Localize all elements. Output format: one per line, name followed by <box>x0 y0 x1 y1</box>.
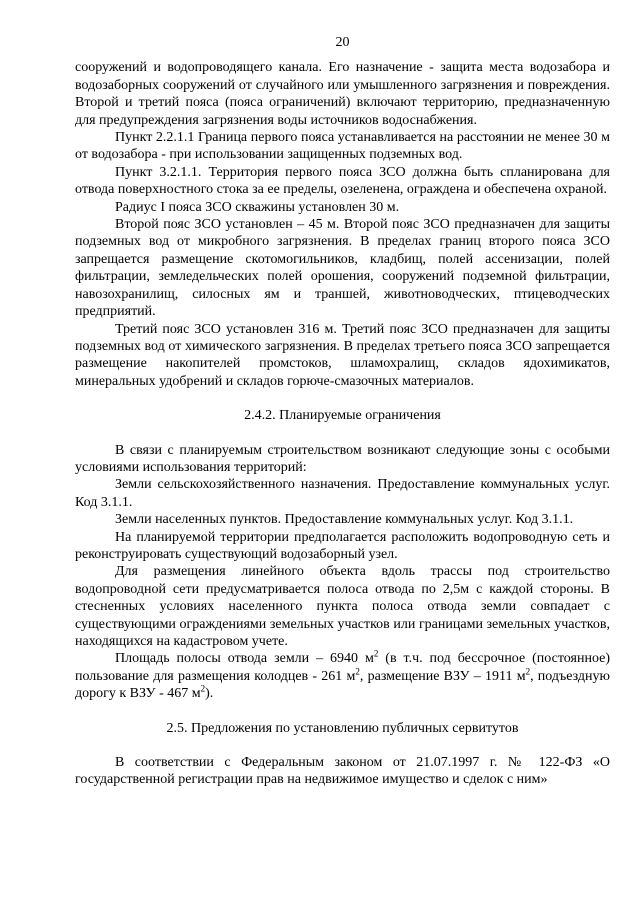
area-text-3: , размещение ВЗУ – 1911 м <box>359 668 526 684</box>
document-page <box>75 34 610 789</box>
paragraph: На планируемой территории предполагается расположить водопроводную сеть и реконструировать существующий водозаборный узел. <box>75 529 610 562</box>
page-number: 20 <box>335 35 350 50</box>
area-text-5: ). <box>205 686 214 702</box>
paragraph: Второй пояс ЗСО установлен – 45 м. Второй пояс ЗСО предназначен для защиты подземных вод от микробного загрязнения. В пределах границ второго пояса ЗСО запрещается размещение скотомогильников, кладбищ, полей ассенизации, полей фильтрации, земледельческих полей орошения, сооружений подземной фильтрации, навозохранилищ, силосных ям и траншей, животноводческих, птицеводческих предприятий. <box>75 217 610 320</box>
section-heading: 2.4.2. Планируемые ограничения <box>244 408 441 424</box>
area-text-2: (в т.ч. под бессрочное (постоянное) пользование для размещения колодцев - 261 м <box>75 651 610 684</box>
area-text-1: Площадь полосы отвода земли – 6940 м <box>115 651 374 667</box>
paragraph: Радиус I пояса ЗСО скважины установлен 30 м. <box>115 199 400 215</box>
superscript: 2 <box>355 666 360 677</box>
paragraph: Земли сельскохозяйственного назначения. Предоставление коммунальных услуг. Код 3.1.1. <box>75 477 610 510</box>
superscript: 2 <box>373 648 379 659</box>
section-heading: 2.5. Предложения по установлению публичных сервитутов <box>166 720 519 736</box>
paragraph: Пункт 3.2.1.1. Территория первого пояса ЗСО должна быть спланирована для отвода поверхностного стока за ее пределы, озеленена, ограждена и обеспечена охраной. <box>75 164 610 198</box>
area-paragraph <box>75 650 610 702</box>
superscript: 2 <box>200 683 206 694</box>
paragraph: В соответствии с Федеральным законом от 21.07.1997 г. № 122-ФЗ «О государственной регистрации прав на недвижимое имущество и сделок с ним» <box>75 755 610 788</box>
paragraph: Третий пояс ЗСО установлен 316 м. Третий пояс ЗСО предназначен для защиты подземных вод от химического загрязнения. В пределах третьего пояса ЗСО запрещается размещение накопителей промстоков, шламохралищ, складов ядохимикатов, минеральных удобрений и складов горюче-смазочных материалов. <box>75 321 610 389</box>
paragraph: В связи с планируемым строительством возникают следующие зоны с особыми условиями использования территорий: <box>75 442 610 475</box>
paragraph: Для размещения линейного объекта вдоль трассы под строительство водопроводной сети предусматривается полоса отвода по 2,5м с каждой стороны. В стесненных условиях населенного пункта полоса отвода земли совпадает с существующими ограждениями земельных участков или границами земельных участков, находящихся на кадастровом учете. <box>75 564 610 649</box>
paragraph: Пункт 2.2.1.1 Граница первого пояса устанавливается на расстоянии не менее 30 м от водозабора - при использовании защищенных подземных вод. <box>75 130 610 163</box>
paragraph: Земли населенных пунктов. Предоставление коммунальных услуг. Код 3.1.1. <box>115 512 574 528</box>
superscript: 2 <box>525 666 531 677</box>
area-text-4: , подъездную дорогу к ВЗУ - 467 м <box>75 668 610 702</box>
paragraph: сооружений и водопроводящего канала. Его назначение - защита места водозабора и водозаборных сооружений от случайного или умышленного загрязнения и повреждения. Второй и третий пояса (пояса ограничений) включают территорию, предназначенную для предупреждения загрязнения воды источников водоснабжения. <box>75 60 610 128</box>
